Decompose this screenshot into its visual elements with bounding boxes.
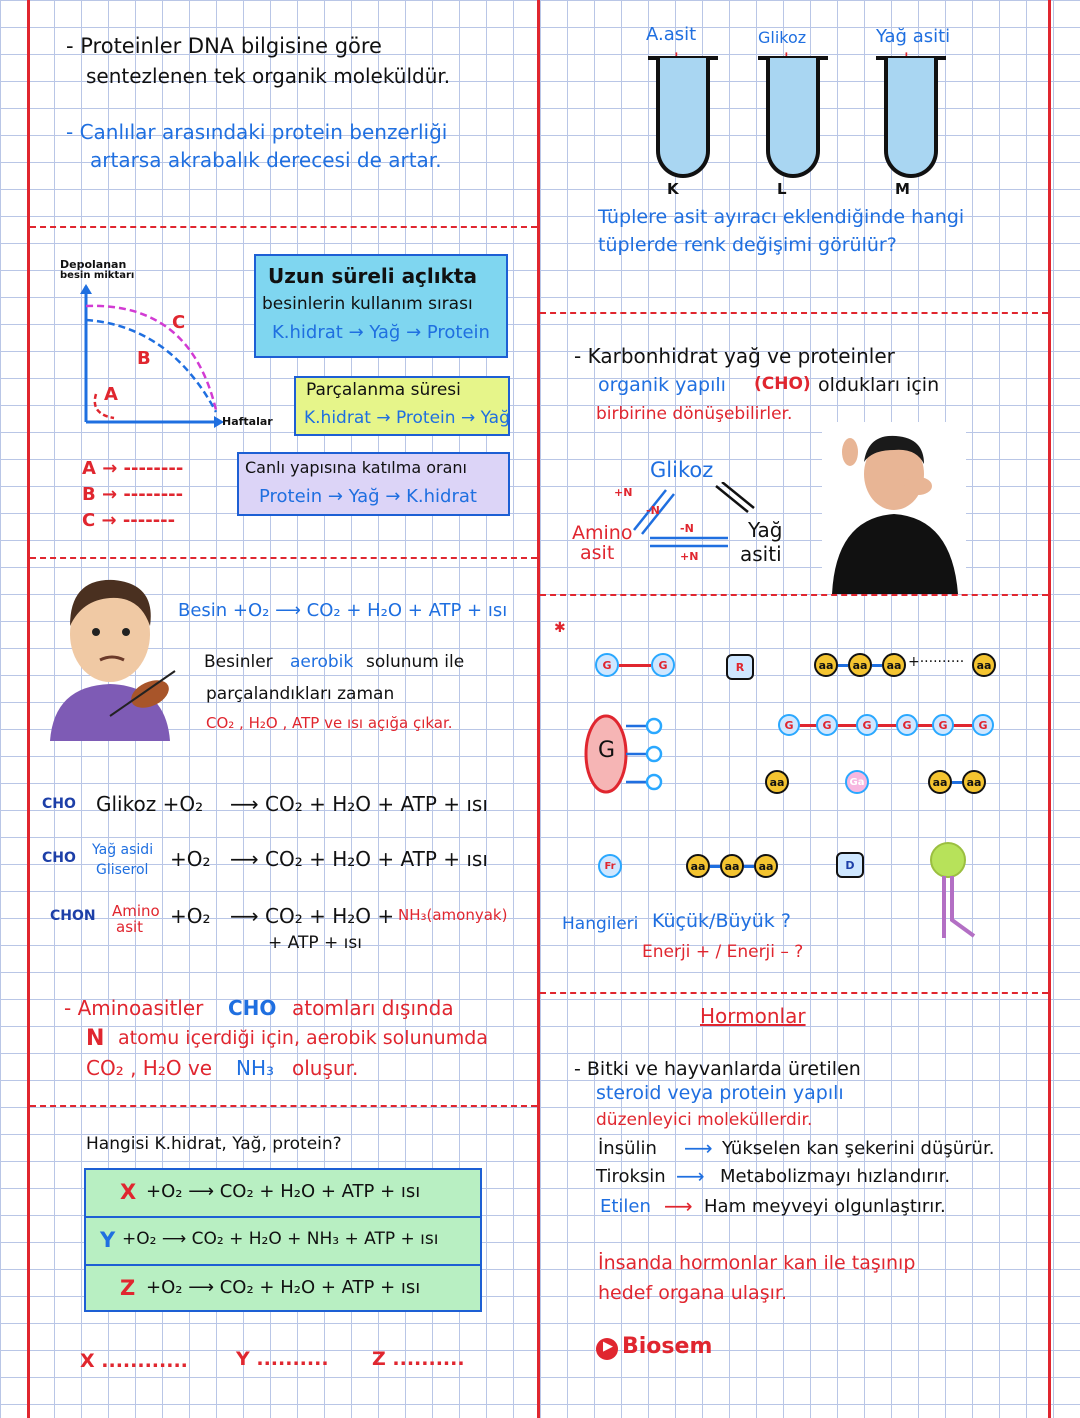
conv-l2a: organik yapılı	[598, 374, 726, 396]
eq2-tag: CHO	[42, 850, 76, 866]
amino-l3b: NH₃	[236, 1056, 275, 1080]
quiz-y: Y	[100, 1228, 116, 1252]
answer-x: X ............	[80, 1350, 188, 1372]
hormones-title: Hormonlar	[700, 1004, 806, 1028]
graph-label-c: C	[172, 312, 186, 333]
tube-question-1: Tüplere asit ayıracı eklendiğinde hangi	[598, 206, 965, 228]
quiz-y-eq: +O₂ ⟶ CO₂ + H₂O + NH₃ + ATP + ısı	[122, 1229, 439, 1249]
right-border	[1048, 0, 1051, 1418]
mol-aa-4: aa	[972, 653, 996, 677]
conv-l2c: oldukları için	[818, 374, 940, 396]
mol-aa-3: aa	[882, 653, 906, 677]
eq3-line2: + ATP + ısı	[268, 933, 362, 953]
chain-g5: G	[932, 714, 954, 736]
quiz-z: Z	[120, 1276, 136, 1300]
graph-label-b: B	[137, 348, 151, 369]
fasting-order-box	[254, 254, 508, 358]
fasting-title: Uzun süreli açlıkta	[268, 264, 477, 288]
resp-l1b: aerobik	[290, 652, 354, 672]
mol-ribose: R	[726, 654, 754, 680]
tube-label-l: L	[777, 180, 787, 198]
eq3-subA: Amino	[112, 902, 160, 920]
breakdown-box	[294, 376, 510, 436]
tube-k	[656, 58, 710, 178]
graph-xlabel: Haftalar	[222, 415, 273, 428]
tube-head-3: Yağ asiti	[876, 26, 951, 47]
amino-l2a: N	[86, 1026, 105, 1051]
horm-l1: - Bitki ve hayvanlarda üretilen	[574, 1058, 861, 1080]
mol-galactose: Ga	[845, 770, 869, 794]
structure-title: Canlı yapısına katılma oranı	[245, 458, 467, 477]
kinship-line1: - Canlılar arasındaki protein benzerliği	[66, 120, 448, 144]
quiz-x-eq: +O₂ ⟶ CO₂ + H₂O + ATP + ısı	[146, 1181, 421, 1202]
bond-4	[952, 781, 962, 784]
eq2-o2: +O₂	[170, 847, 211, 871]
amino-l2b: atomu içerdiği için, aerobik solunumda	[118, 1027, 488, 1049]
bond-1	[619, 664, 651, 667]
horm-arrow-1: ⟶	[684, 1136, 713, 1160]
horm-arrow-3: ⟶	[664, 1194, 693, 1218]
amino-l3c: oluşur.	[292, 1056, 359, 1080]
mol-tri-2: aa	[720, 854, 744, 878]
horm-etilen: Etilen	[600, 1196, 651, 1217]
quiz-row-x	[86, 1170, 480, 1218]
quiz-x: X	[120, 1180, 137, 1204]
conv-amino-2: asit	[580, 542, 615, 564]
center-divider	[537, 0, 540, 1418]
amino-l1b: CHO	[228, 996, 277, 1020]
eq3-subB: asit	[116, 918, 144, 936]
mol-glycerol-g: G	[598, 738, 616, 763]
conv-yag-2: asiti	[740, 542, 782, 566]
eq2-subA: Yağ asidi	[92, 842, 154, 858]
graph-ylabel-1: Depolanan	[60, 258, 127, 271]
conv-yag-1: Yağ	[748, 518, 783, 542]
horm-etilen-desc: Ham meyveyi olgunlaştırır.	[704, 1196, 946, 1217]
mol-aa-2: aa	[848, 653, 872, 677]
conv-plusN-2: +N	[680, 550, 699, 563]
mol-chain-dots: +··········	[908, 654, 965, 670]
fill-c: C → -------	[82, 510, 176, 531]
bond-2	[838, 664, 848, 667]
breakdown-title: Parçalanma süresi	[306, 380, 461, 400]
horm-blood-1: İnsanda hormonlar kan ile taşınıp	[598, 1252, 916, 1274]
tube-l	[766, 58, 820, 178]
breakdown-order: K.hidrat → Protein → Yağ	[304, 408, 510, 428]
mol-question-1: Hangileri	[562, 914, 639, 934]
conv-l3: birbirine dönüşebilirler.	[596, 404, 793, 424]
amino-l1c: atomları dışında	[292, 996, 454, 1020]
divider-r1	[540, 312, 1048, 314]
resp-l2: parçalandıkları zaman	[206, 684, 395, 704]
chain-g4: G	[896, 714, 918, 736]
quiz-row-z	[86, 1266, 480, 1312]
quiz-table	[84, 1168, 482, 1312]
eq2-prod: ⟶ CO₂ + H₂O + ATP + ısı	[230, 847, 488, 871]
mol-aa-1: aa	[814, 653, 838, 677]
resp-l1c: solunum ile	[366, 652, 465, 672]
conv-glikoz: Glikoz	[650, 458, 714, 482]
answer-y: Y ..........	[236, 1348, 329, 1370]
phospholipid-icon	[924, 842, 984, 942]
youtube-play: ▶	[603, 1339, 613, 1354]
divider-r3	[540, 992, 1048, 994]
horm-arrow-2: ⟶	[676, 1164, 705, 1188]
mol-g2: G	[651, 653, 675, 677]
horm-tiroksin: Tiroksin	[596, 1166, 666, 1187]
respiration-equation: Besin +O₂ ⟶ CO₂ + H₂O + ATP + ısı	[178, 600, 508, 621]
divider-r2	[540, 594, 1048, 596]
protein-dna-line2: sentezlenen tek organik moleküldür.	[86, 64, 451, 88]
mol-question-3: Enerji + / Enerji – ?	[642, 942, 804, 962]
chain-g1: G	[778, 714, 800, 736]
mol-tri-3: aa	[754, 854, 778, 878]
divider-l1	[30, 226, 537, 228]
structure-box	[237, 452, 510, 516]
mol-fructose: Fr	[598, 854, 622, 878]
eq1-tag: CHO	[42, 796, 76, 812]
tube-label-m: M	[895, 180, 910, 198]
horm-blood-2: hedef organa ulaşır.	[598, 1282, 787, 1304]
fasting-sub: besinlerin kullanım sırası	[262, 294, 473, 314]
avatar	[40, 566, 180, 741]
tube-question-2: tüplerde renk değişimi görülür?	[598, 234, 897, 256]
kinship-line2: artarsa akrabalık derecesi de artar.	[90, 148, 442, 172]
eq3-nh3: NH₃(amonyak)	[398, 906, 508, 924]
fasting-order: K.hidrat → Yağ → Protein	[272, 322, 490, 343]
mol-tri-1: aa	[686, 854, 710, 878]
star-marker: ✱	[554, 620, 566, 636]
conv-minusN-1: -N	[646, 504, 660, 517]
tube-m	[884, 58, 938, 178]
conv-minusN-2: -N	[680, 522, 694, 535]
fill-b: B → --------	[82, 484, 184, 505]
resp-l1a: Besinler	[204, 652, 273, 672]
conv-l2b: (CHO)	[754, 374, 811, 394]
graph-ylabel-2: besin miktarı	[60, 270, 135, 281]
fill-a: A → --------	[82, 458, 184, 479]
mol-dipep-1: aa	[928, 770, 952, 794]
bond-6	[744, 865, 754, 868]
conv-l1: - Karbonhidrat yağ ve proteinler	[574, 344, 895, 368]
quiz-z-eq: +O₂ ⟶ CO₂ + H₂O + ATP + ısı	[146, 1277, 421, 1298]
mol-g1: G	[595, 653, 619, 677]
chain-g6: G	[972, 714, 994, 736]
horm-insulin: İnsülin	[598, 1138, 657, 1159]
mol-dipep-2: aa	[962, 770, 986, 794]
amino-l1a: - Aminoasitler	[64, 996, 204, 1020]
mol-question-2: Küçük/Büyük ?	[652, 910, 791, 932]
divider-l2	[30, 557, 537, 559]
eq3-o2: +O₂	[170, 904, 211, 928]
eq1-prod: ⟶ CO₂ + H₂O + ATP + ısı	[230, 792, 488, 816]
brand-name: Biosem	[622, 1334, 713, 1359]
eq3-prod: ⟶ CO₂ + H₂O +	[230, 904, 395, 928]
conv-amino-1: Amino	[572, 522, 633, 544]
horm-l3: düzenleyici moleküllerdir.	[596, 1110, 813, 1130]
divider-l3	[30, 1105, 537, 1107]
quiz-question: Hangisi K.hidrat, Yağ, protein?	[86, 1134, 342, 1154]
bond-3	[872, 664, 882, 667]
mol-deoxyribose: D	[836, 852, 864, 878]
protein-dna-line1: - Proteinler DNA bilgisine göre	[66, 34, 382, 58]
amino-l3a: CO₂ , H₂O ve	[86, 1056, 213, 1080]
resp-l3: CO₂ , H₂O , ATP ve ısı açığa çıkar.	[206, 714, 453, 732]
tube-label-k: K	[667, 180, 679, 198]
answer-z: Z ..........	[372, 1348, 465, 1370]
chain-g3: G	[856, 714, 878, 736]
eq2-subB: Gliserol	[96, 862, 149, 878]
conv-plusN-1: +N	[614, 486, 633, 499]
horm-tiroksin-desc: Metabolizmayı hızlandırır.	[720, 1166, 951, 1187]
eq1-sub: Glikoz +O₂	[96, 792, 204, 816]
quiz-row-y	[86, 1218, 480, 1266]
interpreter-image	[822, 422, 966, 594]
horm-insulin-desc: Yükselen kan şekerini düşürür.	[722, 1138, 995, 1159]
horm-l2: steroid veya protein yapılı	[596, 1082, 844, 1104]
left-border	[27, 0, 30, 1418]
chain-g2: G	[816, 714, 838, 736]
mol-aa-single: aa	[765, 770, 789, 794]
mol-glucose-chain	[778, 714, 994, 738]
tube-head-1: A.asit	[646, 24, 697, 45]
tube-head-2: Glikoz	[758, 28, 807, 47]
eq3-tag: CHON	[50, 908, 96, 924]
bond-5	[710, 865, 720, 868]
graph-label-a: A	[104, 384, 118, 405]
structure-order: Protein → Yağ → K.hidrat	[259, 486, 477, 507]
